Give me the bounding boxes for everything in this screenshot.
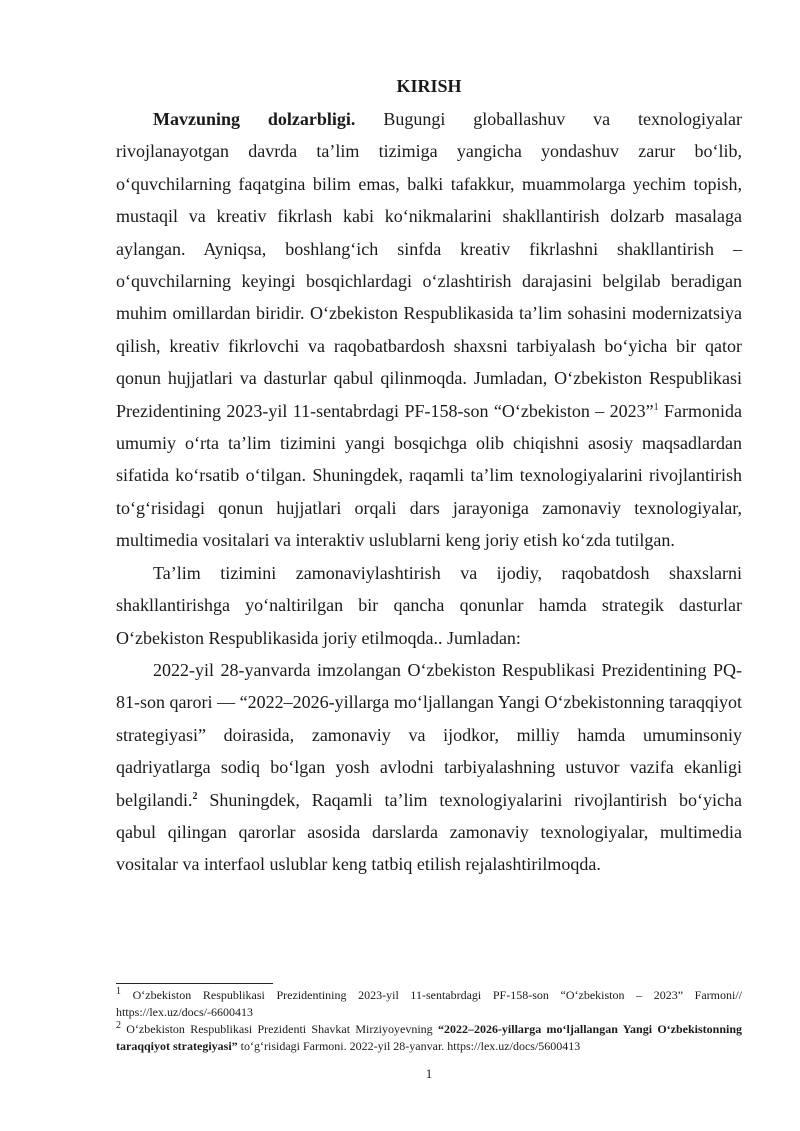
footnote-number: 2 bbox=[116, 1020, 121, 1031]
footnote-2 bbox=[116, 1021, 742, 1055]
footnote-text: O‘zbekiston Respublikasi Prezidentining 2023-yil 11-sentabrdagi PF-158-son “O‘zbekiston – 2023” Farmoni// https://lex.uz/docs/-6600413 bbox=[116, 988, 742, 1019]
main-text bbox=[116, 103, 742, 881]
footnote-number: 1 bbox=[116, 986, 121, 997]
page-number: 1 bbox=[425, 1066, 433, 1081]
paragraph-text: Bugungi globallashuv va texnologiyalar rivojlanayotgan davrda ta’lim tizimiga yangicha yondashuv zarur bo‘lib, o‘quvchilarning faqatgina bilim emas, balki tafakkur, muammolarga yechim topish, mustaqil va kreativ fikrlash kabi ko‘nikmalarini shakllantirish dolzarb masalaga aylangan. Ayniqsa, boshlang‘ich sinfda kreativ fikrlashni shakllantirish – o‘quvchilarning keyingi bosqichlardagi o‘zlashtirish darajasini belgilab beradigan muhim omillardan biridir. O‘zbekiston Respublikasida ta’lim sohasini modernizatsiya qilish, kreativ fikrlovchi va raqobatbardosh shaxsni tarbiyalash bo‘yicha bir qator qonun hujjatlari va dasturlar qabul qilinmoqda. Jumladan, O‘zbekiston Respublikasi Prezidentining 2023-yil 11-sentabrdagi PF-158-son “O‘zbekiston – 2023” bbox=[116, 109, 742, 421]
footnote-text: O‘zbekiston Respublikasi Prezidenti Shavkat Mirziyoyevning bbox=[121, 1022, 438, 1036]
footnote-1 bbox=[116, 987, 742, 1021]
paragraph-text: 2022-yil 28-yanvarda imzolangan O‘zbekiston Respublikasi Prezidentining PQ-81-son qarori — “2022–2026-yillarga mo‘ljallangan Yangi O‘zbekistonning taraqqiyot strategiyasi” doirasida, zamonaviy va ijodkor, milliy hamda umuminsoniy qadriyatlarga sodiq bo‘lgan yosh avlodni tarbiyalashning ustuvor vazifa ekanligi belgilandi. bbox=[116, 659, 742, 810]
paragraph-relevance bbox=[116, 103, 742, 557]
footnote-separator bbox=[116, 983, 273, 984]
paragraph-text: Shuningdek, Raqamli ta’lim texnologiyalarini rivojlantirish bo‘yicha qabul qilingan qarorlar asosida darslarda zamonaviy texnologiyalar, multimedia vositalar va interfaol uslublar keng tatbiq etilish rejalashtirilmoqda. bbox=[116, 789, 742, 875]
footnote-bold-title: “2022–2026-yillarga mo‘ljallangan Yangi O‘zbekistonning taraqqiyot strategiyasi” bbox=[116, 1022, 743, 1053]
footnote-ref-1[interactable]: 1 bbox=[653, 401, 659, 413]
footnote-ref-2[interactable]: 2 bbox=[192, 790, 198, 802]
footnote-text: to‘g‘risidagi Farmoni. 2022-yil 28-yanvar. https://lex.uz/docs/5600413 bbox=[237, 1039, 581, 1053]
paragraph-laws: Ta’lim tizimini zamonaviylashtirish va ijodiy, raqobatdosh shaxslarni shakllantirishga yo‘naltirilgan bir qancha qonunlar hamda strategik dasturlar O‘zbekiston Respublikasida joriy etilmoqda.. Jumladan: bbox=[116, 562, 742, 648]
page-title: KIRISH bbox=[396, 76, 462, 96]
footnotes bbox=[116, 987, 742, 1055]
relevance-heading: Mavzuning dolzarbligi. bbox=[153, 109, 356, 129]
paragraph-text: Farmonida umumiy o‘rta ta’lim tizimini yangi bosqichga olib chiqishni asosiy maqsadlardan sifatida ko‘rsatib o‘tilgan. Shuningdek, raqamli ta’lim texnologiyalarini rivojlantirish to‘g‘risidagi qonun hujjatlari orqali dars jarayoniga zamonaviy texnologiyalar, multimedia vositalari va interaktiv uslublarni keng joriy etish ko‘zda tutilgan. bbox=[116, 400, 742, 551]
paragraph-strategy bbox=[116, 654, 742, 881]
